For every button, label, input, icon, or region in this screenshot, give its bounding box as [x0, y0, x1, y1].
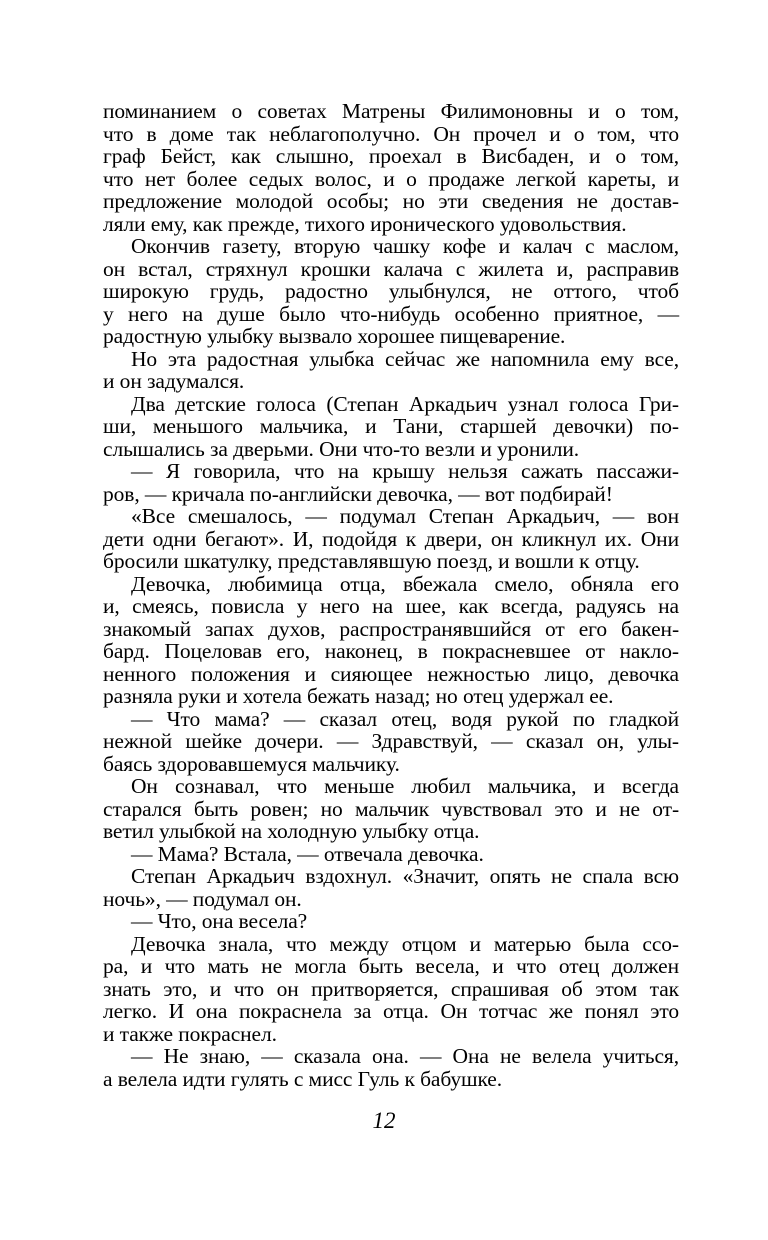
text-line: «Все смешалось, — подумал Степан Аркадьич, — вон	[131, 504, 679, 528]
text-line: Он сознавал, что меньше любил мальчика, и всегда	[131, 774, 679, 798]
text-line: и, смеясь, повисла у него на шее, как всегда, радуясь на	[103, 594, 679, 618]
text-line: ненного положения и сияющее нежностью лицо, девочка	[103, 661, 679, 686]
text-line: — Не знаю, — сказала она. — Она не велела учиться,	[131, 1044, 679, 1068]
text-line: бард. Поцеловав его, наконец, в покрасневшее от накло-	[103, 639, 679, 663]
text-line: ночь», — подумал он.	[103, 886, 302, 911]
text-line: Степан Аркадьич вздохнул. «Значит, опять не спала всю	[131, 864, 679, 888]
text-line: — Я говорила, что на крышу нельзя сажать пассажи-	[131, 459, 679, 483]
text-line: слышались за дверьми. Они что-то везли и уронили.	[103, 436, 580, 461]
text-line: знать это, и что он притворяется, спрашивая об этом так	[103, 976, 679, 1001]
text-line: ров, — кричала по-английски девочка, — вот подбирай!	[103, 481, 613, 506]
text-line: он встал, стряхнул крошки калача с жилета и, расправив	[103, 256, 679, 281]
text-line: — Что мама? — сказал отец, водя рукой по гладкой	[131, 706, 679, 731]
text-line: что в доме так неблагополучно. Он прочел и о том, что	[103, 121, 679, 146]
text-line: легко. И она покраснела за отца. Он тотчас же понял это	[103, 999, 679, 1023]
text-line: разняла руки и хотела бежать назад; но отец удержал ее.	[103, 684, 614, 708]
text-line: и он задумался.	[103, 369, 245, 393]
text-line: а велела идти гулять с мисс Гуль к бабушке.	[103, 1066, 503, 1091]
text-line: радостную улыбку вызвало хорошее пищеварение.	[103, 324, 566, 348]
text-line: граф Бейст, как слышно, проехал в Висбаден, и о том,	[103, 144, 679, 168]
text-line: Девочка, любимица отца, вбежала смело, обняла его	[131, 571, 679, 596]
text-line: у него на душе было что-нибудь особенно приятное, —	[103, 301, 679, 326]
text-line: бросили шкатулку, представлявшую поезд, и вошли к отцу.	[103, 549, 640, 573]
text-line: Девочка знала, что между отцом и матерью была ссо-	[131, 931, 679, 956]
text-line: — Мама? Встала, — отвечала девочка.	[131, 841, 484, 866]
text-line: ляли ему, как прежде, тихого иронического удовольствия.	[103, 211, 627, 236]
text-line: широкую грудь, радостно улыбнулся, не оттого, чтоб	[103, 279, 679, 303]
text-line: дети одни бегают». И, подойдя к двери, он кликнул их. Они	[103, 526, 679, 551]
text-line: — Что, она весела?	[131, 909, 308, 933]
text-line: Но эта радостная улыбка сейчас же напомнила ему все,	[131, 346, 679, 371]
text-line: поминанием о советах Матрены Филимоновны и о том,	[103, 99, 679, 123]
text-line: Два детские голоса (Степан Аркадьич узнал голоса Гри-	[131, 391, 679, 416]
text-line: старался быть ровен; но мальчик чувствовал это и не от-	[103, 796, 679, 821]
text-line: что нет более седых волос, и о продаже легкой кареты, и	[103, 166, 679, 191]
text-line: ветил улыбкой на холодную улыбку отца.	[103, 819, 480, 843]
text-line: предложение молодой особы; но эти сведения не достав-	[103, 189, 679, 213]
text-line: и также покраснел.	[103, 1021, 277, 1046]
text-line: ши, меньшого мальчика, и Тани, старшей девочки) по-	[103, 414, 679, 438]
text-line: нежной шейке дочери. — Здравствуй, — сказал он, улы-	[103, 729, 679, 753]
text-line: баясь здоровавшемуся мальчику.	[103, 751, 400, 776]
book-page-text	[103, 100, 679, 1090]
text-line: знакомый запах духов, распространявшийся от его бакен-	[103, 616, 679, 641]
text-line: Окончив газету, вторую чашку кофе и калач с маслом,	[131, 234, 679, 258]
page-number: 12	[372, 1108, 396, 1133]
text-line: ра, и что мать не могла быть весела, и что отец должен	[103, 954, 679, 978]
